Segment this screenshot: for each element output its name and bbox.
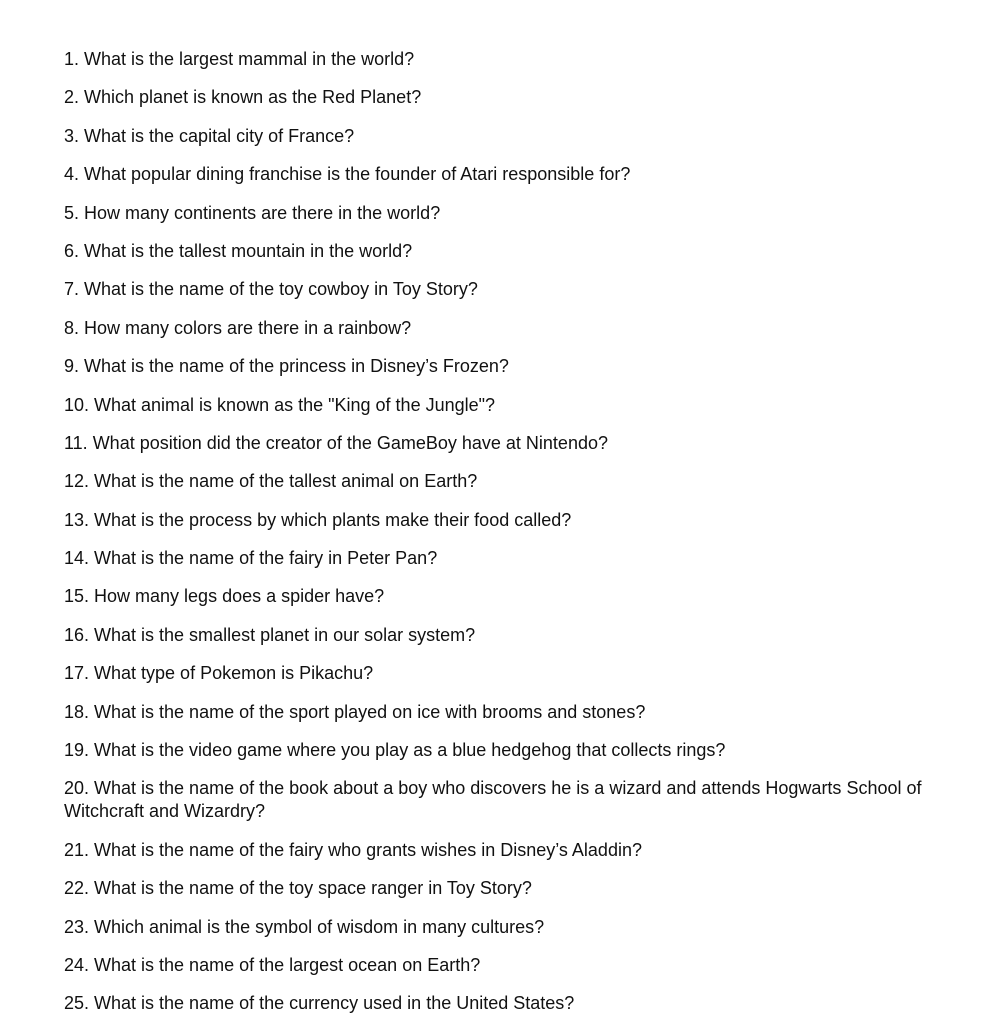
question-item: 15. How many legs does a spider have?: [64, 586, 385, 607]
question-item: 20. What is the name of the book about a boy who discovers he is a wizard and attends Hogwarts School of Witchcraft and Wizardry?: [64, 778, 922, 822]
question-item: 10. What animal is known as the "King of the Jungle"?: [64, 394, 496, 415]
question-item: 5. How many continents are there in the world?: [64, 202, 441, 223]
question-item: 1. What is the largest mammal in the world?: [64, 49, 415, 69]
question-item: 11. What position did the creator of the GameBoy have at Nintendo?: [64, 432, 608, 453]
question-item: 14. What is the name of the fairy in Peter Pan?: [64, 548, 438, 569]
question-item: 9. What is the name of the princess in Disney’s Frozen?: [64, 356, 509, 377]
question-item: 19. What is the video game where you play as a blue hedgehog that collects rings?: [64, 740, 726, 761]
question-item: 8. How many colors are there in a rainbow?: [64, 317, 412, 338]
question-item: 12. What is the name of the tallest animal on Earth?: [64, 471, 478, 492]
question-item: 7. What is the name of the toy cowboy in Toy Story?: [64, 279, 478, 300]
question-item: 13. What is the process by which plants make their food called?: [64, 509, 572, 530]
question-item: 16. What is the smallest planet in our solar system?: [64, 624, 476, 645]
question-item: 21. What is the name of the fairy who grants wishes in Disney’s Aladdin?: [64, 839, 642, 860]
question-list: [64, 48, 944, 1031]
question-item: 3. What is the capital city of France?: [64, 125, 355, 146]
question-item: 2. Which planet is known as the Red Planet?: [64, 87, 422, 108]
question-item: 17. What type of Pokemon is Pikachu?: [64, 663, 374, 684]
question-item: 23. Which animal is the symbol of wisdom in many cultures?: [64, 916, 545, 937]
question-item: 25. What is the name of the currency used in the United States?: [64, 993, 575, 1014]
question-item: 24. What is the name of the largest ocean on Earth?: [64, 954, 481, 975]
question-item: 4. What popular dining franchise is the founder of Atari responsible for?: [64, 164, 631, 185]
question-item: 18. What is the name of the sport played on ice with brooms and stones?: [64, 701, 646, 722]
question-item: 6. What is the tallest mountain in the world?: [64, 240, 413, 261]
question-item: 22. What is the name of the toy space ranger in Toy Story?: [64, 878, 532, 899]
